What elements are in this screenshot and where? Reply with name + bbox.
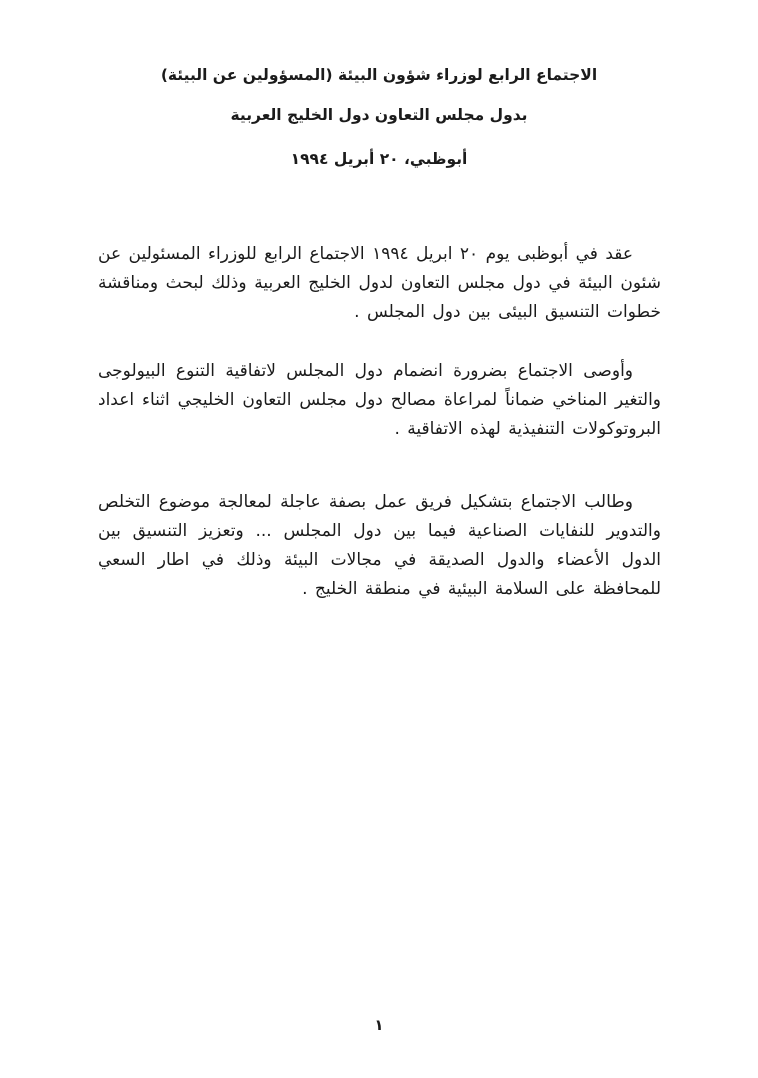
document-title-line-2: بدول مجلس التعاون دول الخليج العربية [230, 106, 528, 124]
paragraph-meeting-held: عقد في أبوظبى يوم ٢٠ ابريل ١٩٩٤ الاجتماع الرابع للوزراء المسئولين عن شئون البيئة في دول مجلس التعاون لدول الخليج العربية وذلك لبحث ومناقشة خطوات التنسيق البيئى بين دول المجلس . [98, 244, 661, 322]
paragraph-recommendation: وأوصى الاجتماع بضرورة انضمام دول المجلس لاتفاقية التنوع البيولوجى والتغير المناخي ضماناً لمراعاة مصالح دول مجلس التعاون الخليجي اثناء اعداد البروتوكولات التنفيذية لهذه الاتفاقية . [98, 361, 661, 439]
paragraph-working-group: وطالب الاجتماع بتشكيل فريق عمل بصفة عاجلة لمعالجة موضوع التخلص والتدوير للنفايات الصناعية فيما بين دول المجلس ... وتعزيز التنسيق بين الدول الأعضاء والدول الصديقة في مجالات البيئة وذلك في اطار السعي للمحافظة على السلامة البيئية في منطقة الخليج . [98, 492, 661, 599]
page-number: ١ [374, 1016, 384, 1034]
document-date: أبوظبي، ٢٠ أبريل ١٩٩٤ [290, 150, 468, 168]
document-header [0, 62, 758, 168]
document-title-line-1: الاجتماع الرابع لوزراء شؤون البيئة (المسؤولين عن البيئة) [160, 66, 598, 84]
document-body [98, 240, 661, 604]
